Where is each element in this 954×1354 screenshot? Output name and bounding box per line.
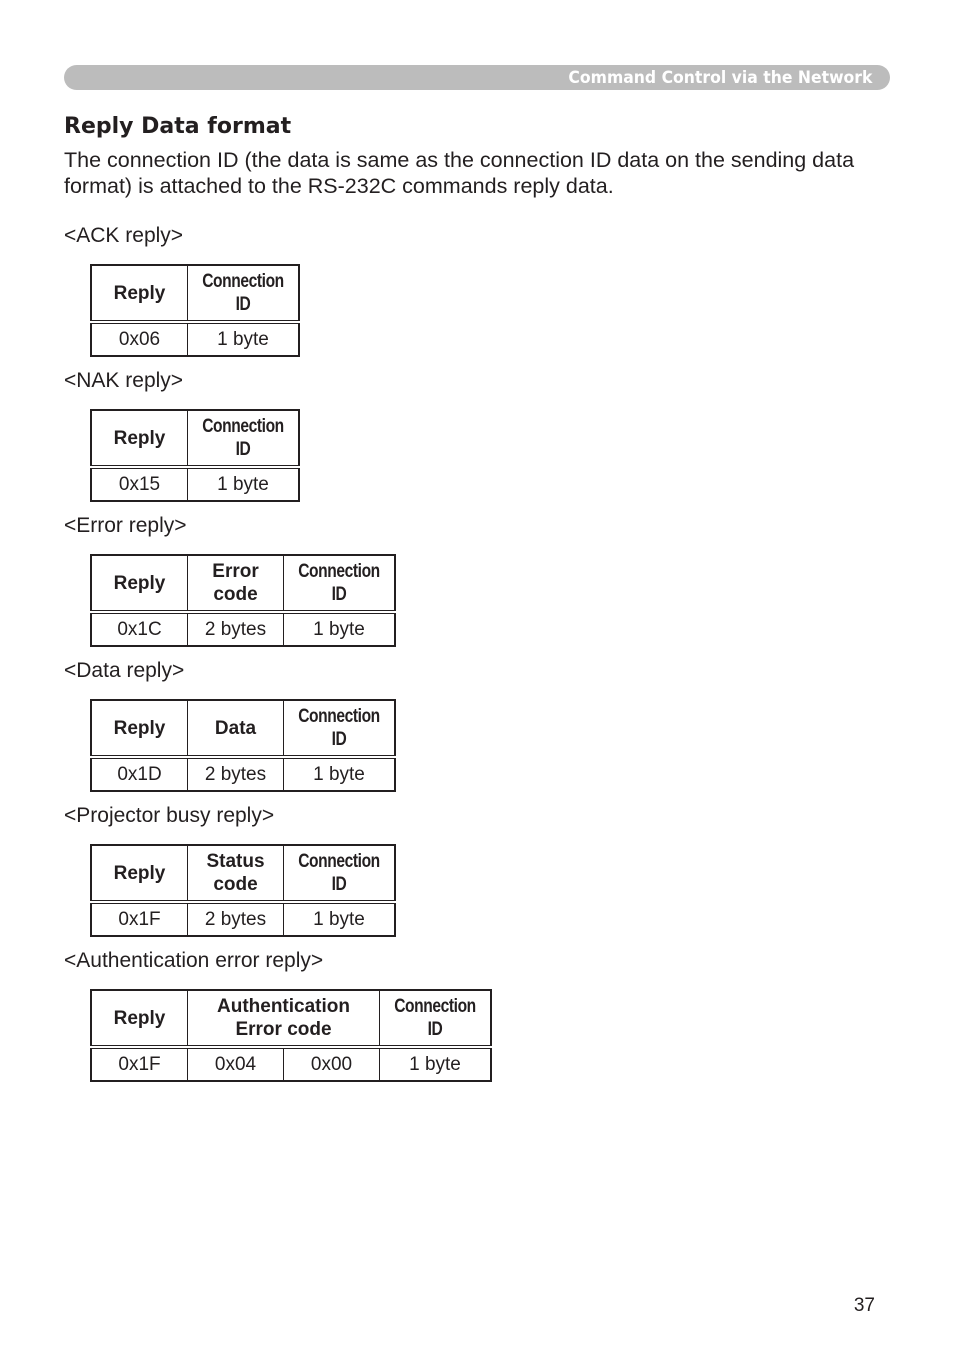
reply-format-table [90, 699, 396, 792]
section-label: <NAK reply> [64, 369, 184, 392]
value-cell: 2 bytes [188, 757, 284, 791]
value-cell: 0x1F [91, 1047, 188, 1081]
header-cell: Data [188, 700, 284, 757]
value-cell: 0x1C [91, 612, 188, 646]
header-cell: Reply [91, 990, 188, 1047]
header-cell: Reply [91, 265, 188, 322]
header-cell: Reply [91, 845, 188, 902]
value-cell: 1 byte [284, 612, 396, 646]
reply-format-table [90, 264, 300, 357]
reply-format-table [90, 844, 396, 937]
value-cell: 0x1F [91, 902, 188, 936]
section-label: <Projector busy reply> [64, 804, 275, 827]
section-label: <Error reply> [64, 514, 187, 537]
value-cell: 0x04 [188, 1047, 284, 1081]
value-cell: 1 byte [284, 902, 396, 936]
header-cell: Error code [188, 555, 284, 612]
value-cell: 0x00 [284, 1047, 380, 1081]
page-number: 37 [853, 1295, 875, 1316]
header-cell: Authentication Error code [188, 990, 380, 1047]
header-connection-id: Connection ID [284, 845, 396, 902]
header-connection-id: Connection ID [284, 555, 396, 612]
value-cell: 1 byte [284, 757, 396, 791]
section-label: <Data reply> [64, 659, 185, 682]
header-cell: Reply [91, 410, 188, 467]
header-cell: Reply [91, 555, 188, 612]
value-cell: 0x1D [91, 757, 188, 791]
section-label: <ACK reply> [64, 224, 184, 247]
value-cell: 0x15 [91, 467, 188, 501]
value-cell: 1 byte [188, 322, 300, 356]
intro-paragraph: The connection ID (the data is same as the connection ID data on the sending data format) is attached to the RS-232C commands reply data. [64, 148, 855, 198]
reply-format-table [90, 989, 492, 1082]
value-cell: 1 byte [380, 1047, 492, 1081]
header-cell: Reply [91, 700, 188, 757]
value-cell: 2 bytes [188, 902, 284, 936]
page-title: Reply Data format [64, 114, 292, 139]
section-title: Command Control via the Network [568, 68, 872, 88]
header-connection-id: Connection ID [380, 990, 492, 1047]
header-connection-id: Connection ID [284, 700, 396, 757]
value-cell: 2 bytes [188, 612, 284, 646]
reply-format-table [90, 554, 396, 647]
value-cell: 0x06 [91, 322, 188, 356]
section-label: <Authentication error reply> [64, 949, 324, 972]
reply-format-table [90, 409, 300, 502]
header-connection-id: Connection ID [188, 410, 300, 467]
header-cell: Status code [188, 845, 284, 902]
header-bar [64, 65, 890, 90]
value-cell: 1 byte [188, 467, 300, 501]
header-connection-id: Connection ID [188, 265, 300, 322]
